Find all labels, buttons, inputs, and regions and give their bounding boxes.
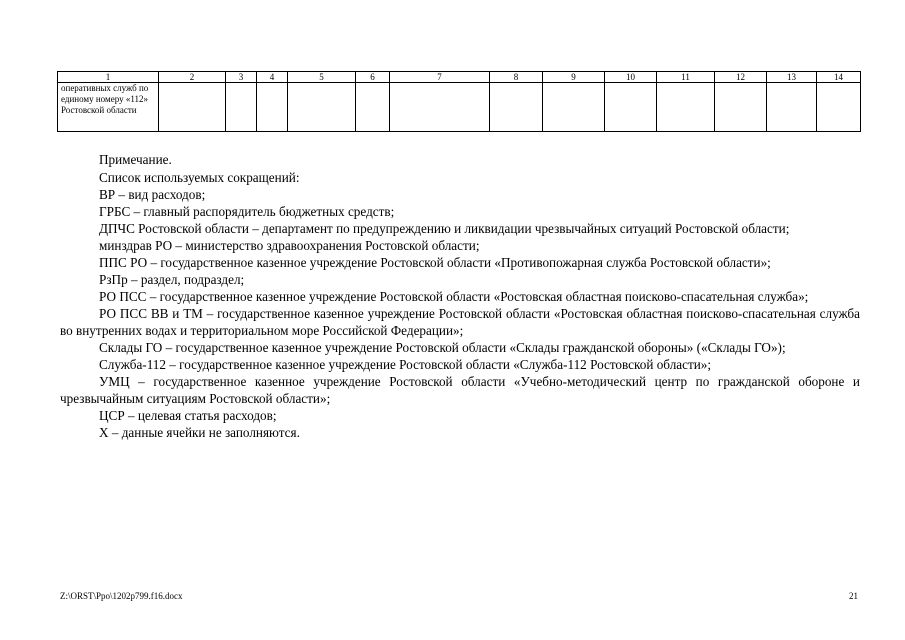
budget-table <box>57 71 861 132</box>
column-number-3: 3 <box>226 72 257 83</box>
table-cell <box>288 83 356 132</box>
abbreviation-item: ДПЧС Ростовской области – департамент по предупреждению и ликвидации чрезвычайных ситуаций Ростовской области; <box>99 221 790 236</box>
table-cell <box>159 83 226 132</box>
table-cell <box>490 83 543 132</box>
table-cell <box>257 83 288 132</box>
table-header-row <box>58 72 861 83</box>
abbreviation-item: УМЦ – государственное казенное учреждение Ростовской области «Учебно-методический центр по гражданской обороне и чрезвычайным ситуациям Ростовской области»; <box>60 374 860 406</box>
column-number-7: 7 <box>390 72 490 83</box>
note-title: Примечание. <box>99 152 172 167</box>
column-number-14: 14 <box>817 72 861 83</box>
table-cell <box>817 83 861 132</box>
abbreviation-item: РО ПСС – государственное казенное учреждение Ростовской области «Ростовская областная поисково-спасательная служба»; <box>99 289 809 304</box>
abbreviations-intro: Список используемых сокращений: <box>99 170 300 185</box>
abbreviations-note <box>60 151 860 441</box>
table-cell <box>715 83 767 132</box>
table-cell <box>605 83 657 132</box>
row-description-cell: оперативных служб по единому номеру «112» Ростовской области <box>58 83 159 132</box>
column-number-6: 6 <box>356 72 390 83</box>
abbreviation-item: ЦСР – целевая статья расходов; <box>99 408 277 423</box>
table-cell <box>356 83 390 132</box>
abbreviation-item: РО ПСС ВВ и ТМ – государственное казенное учреждение Ростовской области «Ростовская областная поисково-спасательная служба во внутренних водах и территориальном море Российской Федерации»; <box>60 306 860 338</box>
column-number-13: 13 <box>767 72 817 83</box>
abbreviation-item: ВР – вид расходов; <box>99 187 206 202</box>
column-number-12: 12 <box>715 72 767 83</box>
footer-file-path: Z:\ORST\Ppo\1202p799.f16.docx <box>60 591 183 601</box>
abbreviation-item: Склады ГО – государственное казенное учреждение Ростовской области «Склады гражданской обороны» («Склады ГО»); <box>99 340 786 355</box>
column-number-8: 8 <box>490 72 543 83</box>
abbreviation-item: ГРБС – главный распорядитель бюджетных средств; <box>99 204 395 219</box>
column-number-9: 9 <box>543 72 605 83</box>
abbreviation-item: ППС РО – государственное казенное учреждение Ростовской области «Противопожарная служба Ростовской области»; <box>99 255 771 270</box>
table-cell <box>657 83 715 132</box>
column-number-4: 4 <box>257 72 288 83</box>
column-number-11: 11 <box>657 72 715 83</box>
table-cell <box>226 83 257 132</box>
table-cell <box>390 83 490 132</box>
footer-page-number: 21 <box>849 591 858 601</box>
column-number-5: 5 <box>288 72 356 83</box>
abbreviation-item: минздрав РО – министерство здравоохранения Ростовской области; <box>99 238 480 253</box>
column-number-2: 2 <box>159 72 226 83</box>
abbreviation-item: Х – данные ячейки не заполняются. <box>99 425 300 440</box>
column-number-10: 10 <box>605 72 657 83</box>
abbreviation-item: РзПр – раздел, подраздел; <box>99 272 245 287</box>
column-number-1: 1 <box>58 72 159 83</box>
table-cell <box>543 83 605 132</box>
abbreviation-item: Служба-112 – государственное казенное учреждение Ростовской области «Служба-112 Ростовской области»; <box>99 357 712 372</box>
table-row <box>58 83 861 132</box>
table-cell <box>767 83 817 132</box>
